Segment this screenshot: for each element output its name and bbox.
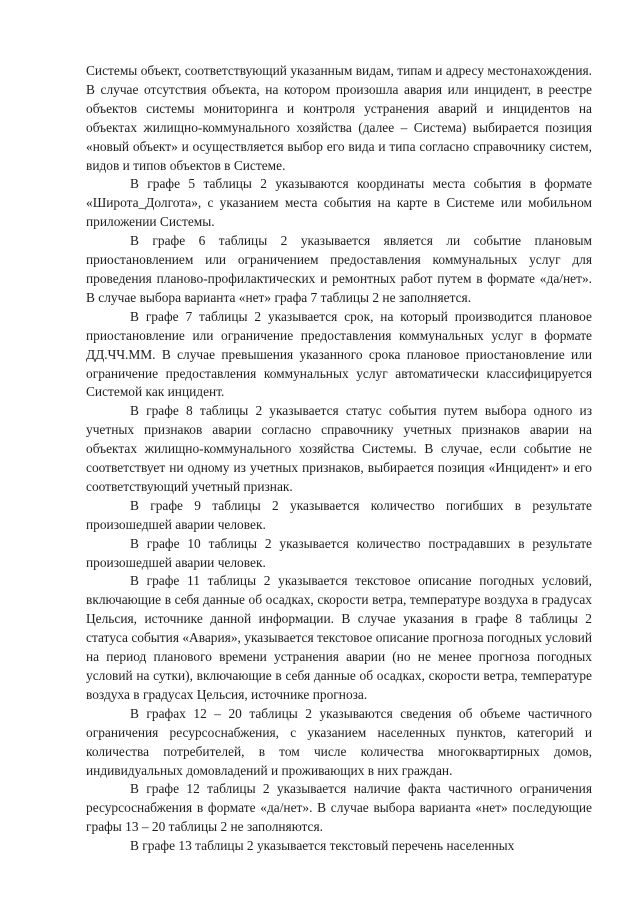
paragraph-9: В графах 12 – 20 таблицы 2 указываются сведения об объеме частичного ограничения ресурсоснабжения, с указанием населенных пунктов, категорий и количества потребителей, в том числе количества многоквартирных домов, индивидуальных домовладений и проживающих в них граждан. xyxy=(86,705,592,778)
paragraph-11: В графе 13 таблицы 2 указывается текстовый перечень населенных xyxy=(130,838,515,854)
paragraph-8: В графе 11 таблицы 2 указывается текстовое описание погодных условий, включающие в себя данные об осадках, скорости ветра, температуре воздуха в градусах Цельсия, источнике данной информации. В случае указания в графе 8 таблицы 2 статуса события «Авария», указывается текстовое описание прогноза погодных условий на период планового времени устранения аварии (но не менее прогноза погодных условий на сутки), включающие в себя данные об осадках, скорости ветра, температуре воздуха в градусах Цельсия, источнике прогноза. xyxy=(86,573,592,702)
paragraph-7: В графе 10 таблицы 2 указывается количество пострадавших в результате произошедшей аварии человек. xyxy=(86,535,592,570)
paragraph-5: В графе 8 таблицы 2 указывается статус события путем выбора одного из учетных признаков аварии согласно справочнику учетных признаков аварии на объектах жилищно-коммунального хозяйства Системы. В случае, если событие не соответствует ни одному из учетных признаков, выбирается позиция «Инцидент» и его соответствующий учетный признак. xyxy=(86,403,592,494)
paragraph-1: Системы объект, соответствующий указанным видам, типам и адресу местонахождения. В случае отсутствия объекта, на котором произошла авария или инцидент, в реестре объектов системы мониторинга и контроля устранения аварий и инцидентов на объектах жилищно-коммунального хозяйства (далее – Система) выбирается позиция «новый объект» и осуществляется выбор его вида и типа согласно справочнику систем, видов и типов объектов в Системе. xyxy=(86,63,592,173)
paragraph-10: В графе 12 таблицы 2 указывается наличие факта частичного ограничения ресурсоснабжения в формате «да/нет». В случае выбора варианта «нет» последующие графы 13 – 20 таблицы 2 не заполняются. xyxy=(86,781,592,835)
paragraph-3: В графе 6 таблицы 2 указывается является ли событие плановым приостановлением или ограничением предоставления коммунальных услуг для проведения планово-профилактических и ремонтных работ путем в формате «да/нет». В случае выбора варианта «нет» графа 7 таблицы 2 не заполняется. xyxy=(86,233,592,305)
document-page xyxy=(86,62,592,856)
paragraph-4: В графе 7 таблицы 2 указывается срок, на который производится плановое приостановление или ограничение предоставления коммунальных услуг в формате ДД.ЧЧ.ММ. В случае превышения указанного срока плановое приостановление или ограничение предоставления коммунальных услуг автоматически классифицируется Системой как инцидент. xyxy=(86,308,592,400)
paragraph-2: В графе 5 таблицы 2 указываются координаты места события в формате «Широта_Долгота», с указанием места события на карте в Системе или мобильном приложении Системы. xyxy=(86,176,592,230)
paragraph-6: В графе 9 таблицы 2 указывается количество погибших в результате произошедшей аварии человек. xyxy=(86,497,592,532)
